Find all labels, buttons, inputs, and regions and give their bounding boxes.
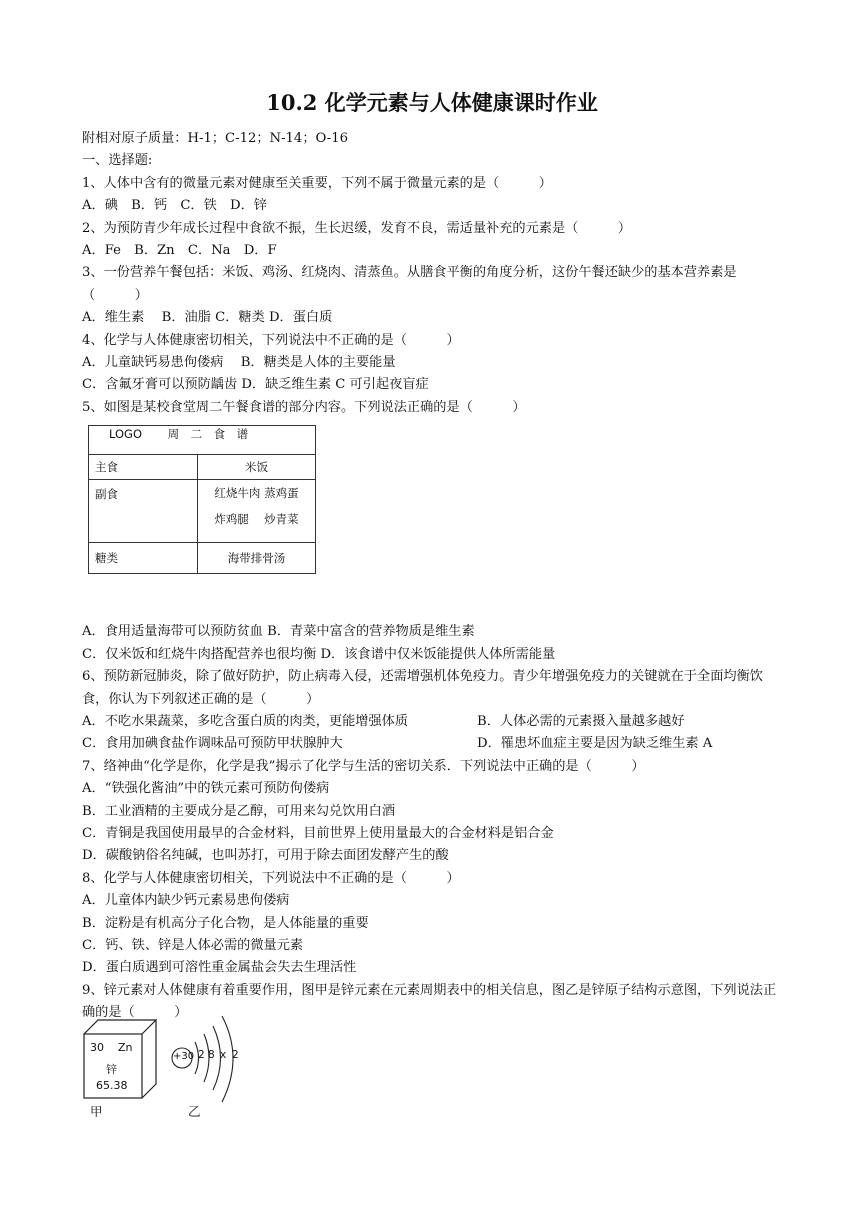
q7-option-a: A．“铁强化酱油”中的铁元素可预防佝偻病 <box>82 781 330 797</box>
shell-2-electrons: 8 <box>208 1049 215 1061</box>
soup-label: 糖类 <box>89 543 198 574</box>
q5-options-cd: C．仅米饭和红烧牛肉搭配营养也很均衡 D．该食谱中仅米饭能提供人体所需能量 <box>82 646 556 662</box>
nucleus-charge: +30 <box>173 1051 195 1062</box>
staple-value: 米饭 <box>198 455 316 480</box>
zinc-figure-drawing <box>82 1008 382 1118</box>
q8-option-a: A．儿童体内缺少钙元素易患佝偻病 <box>82 893 290 909</box>
q2-stem: 2、为预防青少年成长过程中食欲不振，生长迟缓，发育不良，需适量补充的元素是（ ） <box>82 220 632 236</box>
q6-options-cd <box>82 733 782 755</box>
q6-stem: 6、预防新冠肺炎，除了做好防护，防止病毒入侵，还需增强机体免疫力。青少年增强免疫力的关键就在于全面均衡饮食，你认为下列叙述正确的是（ ） <box>82 669 763 707</box>
menu-logo: LOGO <box>109 427 143 442</box>
q5-options-ab: A．食用适量海带可以预防贫血 B．青菜中富含的营养物质是维生素 <box>82 624 475 640</box>
side-dishes <box>198 480 316 543</box>
q6-option-d: D．罹患坏血症主要是因为缺乏维生素 A <box>477 736 713 752</box>
section-heading: 一、选择题: <box>82 153 153 169</box>
q4-options-cd: C．含氟牙膏可以预防龋齿 D．缺乏维生素 C 可引起夜盲症 <box>82 377 429 393</box>
q6-option-c: C．食用加碘食盐作调味品可预防甲状腺肿大 <box>82 736 343 752</box>
q7-option-b: B．工业酒精的主要成分是乙醇，可用来勾兑饮用白酒 <box>82 803 396 819</box>
figure-label-b: 乙 <box>188 1104 201 1119</box>
lunch-menu-table <box>88 425 316 574</box>
side-label: 副食 <box>89 480 198 543</box>
staple-label: 主食 <box>89 455 198 480</box>
q1-stem: 1、人体中含有的微量元素对健康至关重要，下列不属于微量元素的是（ ） <box>82 175 552 191</box>
side-dishes-line2: 炸鸡腿 炒青菜 <box>214 512 299 527</box>
q6-option-b: B．人体必需的元素摄入量越多越好 <box>477 713 685 729</box>
menu-heading: 周 二 食 谱 <box>167 427 249 442</box>
atomic-mass: 65.38 <box>96 1079 128 1092</box>
atomic-mass-note: 附相对原子质量：H-1；C-12；N-14；O-16 <box>82 131 349 146</box>
q9-stem: 9、锌元素对人体健康有着重要作用，图甲是锌元素在元素周期表中的相关信息，图乙是锌原子结构示意图，下列说法正确的是（ ） <box>82 982 777 1021</box>
q5-stem: 5、如图是某校食堂周二午餐食谱的部分内容。下列说法正确的是（ ） <box>82 399 526 415</box>
shell-3-electrons: x <box>220 1049 227 1061</box>
q3-stem: 3、一份营养午餐包括：米饭、鸡汤、红烧肉、清蒸鱼。从膳食平衡的角度分析，这份午餐还缺少的基本营养素是（ ） <box>82 265 737 303</box>
q7-stem: 7、络神曲“化学是你，化学是我”揭示了化学与生活的密切关系．下列说法中正确的是（ ） <box>82 758 645 774</box>
q3-options: A．维生素 B．油脂 C．糖类 D．蛋白质 <box>82 310 333 326</box>
worksheet-title: 10.2 化学元素与人体健康课时作业 <box>266 90 598 115</box>
q7-option-c: C．青铜是我国使用最早的合金材料，目前世界上使用量最大的合金材料是铝合金 <box>82 825 554 841</box>
menu-figure <box>82 419 782 621</box>
q8-option-c: C．钙、铁、锌是人体必需的微量元素 <box>82 937 304 953</box>
zinc-figure <box>82 1008 382 1118</box>
element-name: 锌 <box>106 1063 117 1076</box>
q1-options: A．碘 B．钙 C．铁 D．锌 <box>82 198 267 214</box>
q6-option-a: A．不吃水果蔬菜，多吃含蛋白质的肉类，更能增强体质 <box>82 713 409 729</box>
q4-options-ab: A．儿童缺钙易患佝偻病 B．糖类是人体的主要能量 <box>82 355 396 371</box>
q8-option-d: D．蛋白质遇到可溶性重金属盐会失去生理活性 <box>82 960 357 976</box>
q4-stem: 4、化学与人体健康密切相关，下列说法中不正确的是（ ） <box>82 332 460 348</box>
q7-option-d: D．碳酸钠俗名纯碱，也叫苏打，可用于除去面团发酵产生的酸 <box>82 848 449 864</box>
soup-value: 海带排骨汤 <box>198 543 316 574</box>
question-list <box>82 128 782 1025</box>
q8-option-b: B．淀粉是有机高分子化合物，是人体能量的重要 <box>82 915 369 931</box>
menu-header <box>89 426 316 455</box>
q2-options: A．Fe B．Zn C．Na D．F <box>82 243 277 259</box>
side-dishes-line1: 红烧牛肉 蒸鸡蛋 <box>214 486 299 501</box>
figure-label-a: 甲 <box>90 1104 103 1119</box>
q6-options-ab <box>82 711 782 733</box>
element-symbol: Zn <box>118 1041 133 1054</box>
shell-1-electrons: 2 <box>198 1049 205 1061</box>
q8-stem: 8、化学与人体健康密切相关，下列说法中不正确的是（ ） <box>82 870 460 886</box>
shell-4-electrons: 2 <box>232 1049 239 1061</box>
atomic-number: 30 <box>90 1041 104 1054</box>
